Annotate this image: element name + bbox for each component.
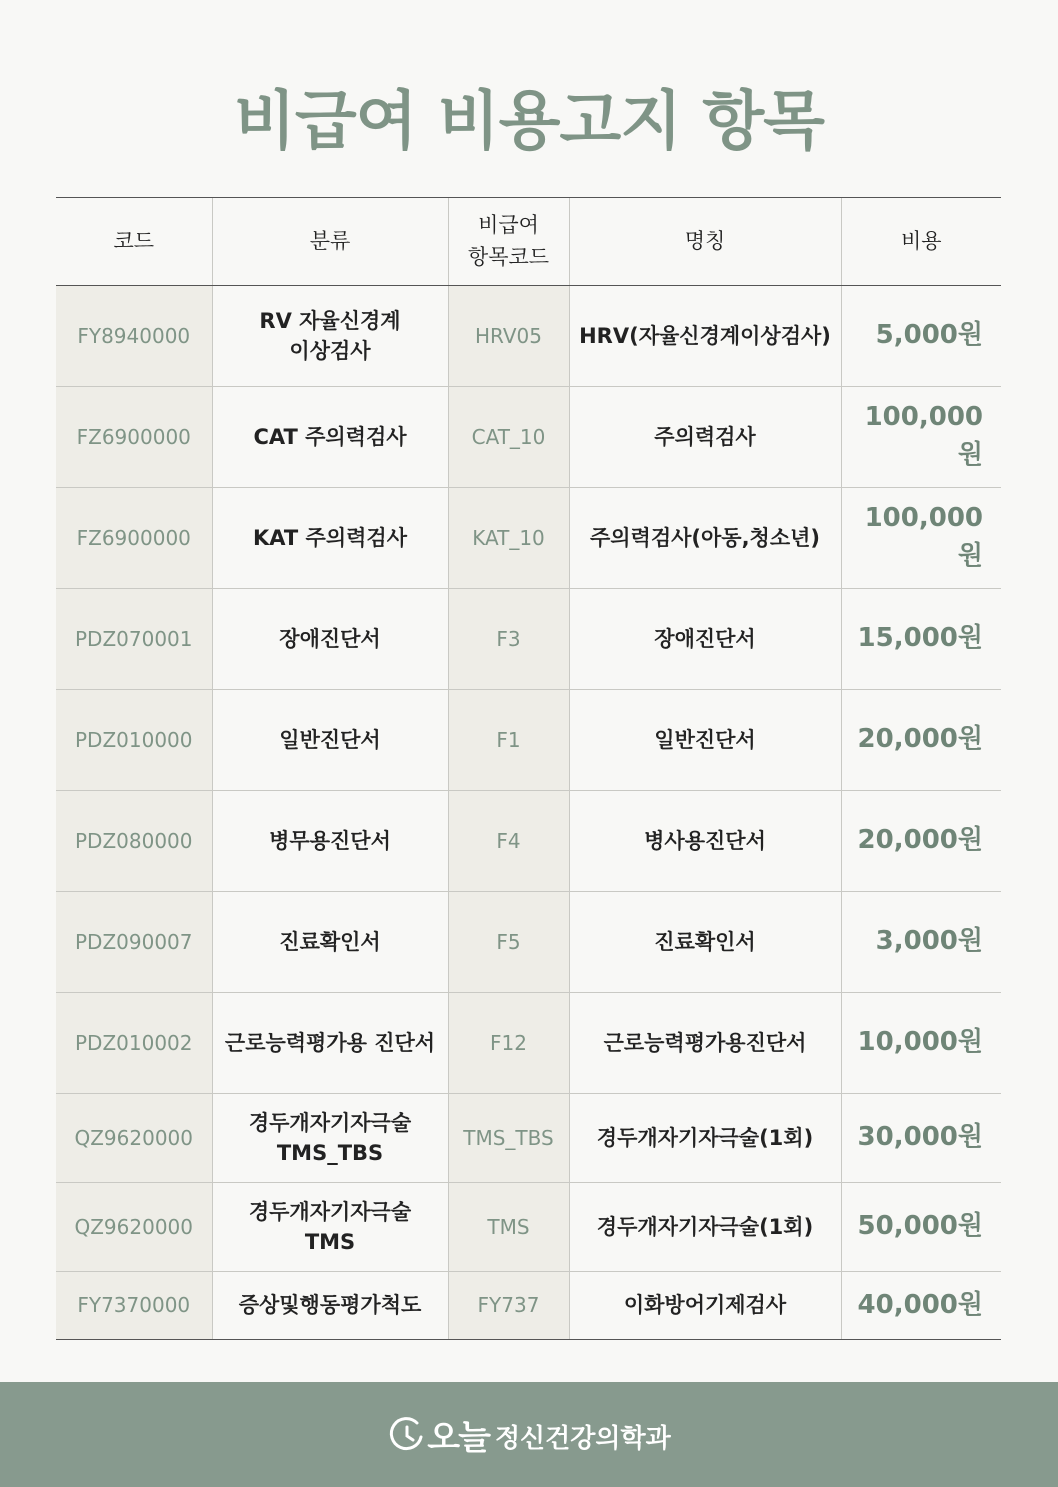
table-row xyxy=(56,690,1001,791)
category-cell: 증상및행동평가척도 xyxy=(212,1272,448,1340)
name-cell: 경두개자기자극술(1회) xyxy=(569,1094,841,1183)
table-row xyxy=(56,589,1001,690)
item-code-cell: F12 xyxy=(448,993,569,1094)
table-row xyxy=(56,1272,1001,1340)
header-category: 분류 xyxy=(212,198,448,286)
cost-cell: 50,000원 xyxy=(841,1183,1001,1272)
table-row xyxy=(56,791,1001,892)
name-cell: 주의력검사 xyxy=(569,387,841,488)
category-cell: 진료확인서 xyxy=(212,892,448,993)
item-code-cell: F5 xyxy=(448,892,569,993)
table-row xyxy=(56,892,1001,993)
code-cell: FZ6900000 xyxy=(56,387,212,488)
code-cell: PDZ080000 xyxy=(56,791,212,892)
name-cell: 근로능력평가용진단서 xyxy=(569,993,841,1094)
clinic-logo xyxy=(387,1410,671,1459)
cost-cell: 3,000원 xyxy=(841,892,1001,993)
header-item-code xyxy=(448,198,569,286)
header-row xyxy=(56,198,1001,286)
cost-cell: 10,000원 xyxy=(841,993,1001,1094)
name-cell: HRV(자율신경계이상검사) xyxy=(569,286,841,387)
cost-cell: 15,000원 xyxy=(841,589,1001,690)
item-code-cell: CAT_10 xyxy=(448,387,569,488)
category-cell: RV 자율신경계 이상검사 xyxy=(212,286,448,387)
item-code-cell: F3 xyxy=(448,589,569,690)
category-cell: 장애진단서 xyxy=(212,589,448,690)
cost-cell: 30,000원 xyxy=(841,1094,1001,1183)
name-cell: 경두개자기자극술(1회) xyxy=(569,1183,841,1272)
category-cell: 경두개자기자극술 TMS_TBS xyxy=(212,1094,448,1183)
category-cell: CAT 주의력검사 xyxy=(212,387,448,488)
category-cell: 병무용진단서 xyxy=(212,791,448,892)
code-cell: PDZ090007 xyxy=(56,892,212,993)
clock-arrow-icon xyxy=(387,1415,427,1455)
item-code-cell: HRV05 xyxy=(448,286,569,387)
table-row xyxy=(56,1183,1001,1272)
page-title: 비급여 비용고지 항목 xyxy=(234,85,824,159)
item-code-cell: KAT_10 xyxy=(448,488,569,589)
cost-cell: 40,000원 xyxy=(841,1272,1001,1340)
cost-cell: 100,000원 xyxy=(841,488,1001,589)
header-item-code-line1: 비급여 xyxy=(478,213,539,237)
name-cell: 병사용진단서 xyxy=(569,791,841,892)
cost-cell: 20,000원 xyxy=(841,690,1001,791)
name-cell: 이화방어기제검사 xyxy=(569,1272,841,1340)
category-cell: 근로능력평가용 진단서 xyxy=(212,993,448,1094)
code-cell: QZ9620000 xyxy=(56,1094,212,1183)
table-row xyxy=(56,488,1001,589)
name-cell: 일반진단서 xyxy=(569,690,841,791)
name-cell: 주의력검사(아동,청소년) xyxy=(569,488,841,589)
cost-cell: 5,000원 xyxy=(841,286,1001,387)
item-code-cell: TMS_TBS xyxy=(448,1094,569,1183)
header-name: 명칭 xyxy=(569,198,841,286)
table-row xyxy=(56,1094,1001,1183)
table-row xyxy=(56,993,1001,1094)
category-cell: KAT 주의력검사 xyxy=(212,488,448,589)
code-cell: FY8940000 xyxy=(56,286,212,387)
footer-bar xyxy=(0,1382,1058,1487)
code-cell: PDZ070001 xyxy=(56,589,212,690)
item-code-cell: FY737 xyxy=(448,1272,569,1340)
cost-cell: 20,000원 xyxy=(841,791,1001,892)
clinic-brand: 오늘 xyxy=(427,1418,489,1458)
code-cell: FY7370000 xyxy=(56,1272,212,1340)
table-row xyxy=(56,387,1001,488)
code-cell: QZ9620000 xyxy=(56,1183,212,1272)
header-item-code-line2: 항목코드 xyxy=(467,244,550,269)
item-code-cell: F1 xyxy=(448,690,569,791)
header-cost: 비용 xyxy=(841,198,1001,286)
category-cell: 일반진단서 xyxy=(212,690,448,791)
clinic-name: 정신건강의학과 xyxy=(494,1424,671,1454)
code-cell: FZ6900000 xyxy=(56,488,212,589)
cost-cell: 100,000원 xyxy=(841,387,1001,488)
fee-table-body xyxy=(56,286,1001,1340)
name-cell: 진료확인서 xyxy=(569,892,841,993)
category-cell: 경두개자기자극술 TMS xyxy=(212,1183,448,1272)
fee-table xyxy=(56,197,1001,1340)
item-code-cell: F4 xyxy=(448,791,569,892)
header-code: 코드 xyxy=(56,198,212,286)
code-cell: PDZ010002 xyxy=(56,993,212,1094)
table-row xyxy=(56,286,1001,387)
item-code-cell: TMS xyxy=(448,1183,569,1272)
name-cell: 장애진단서 xyxy=(569,589,841,690)
code-cell: PDZ010000 xyxy=(56,690,212,791)
